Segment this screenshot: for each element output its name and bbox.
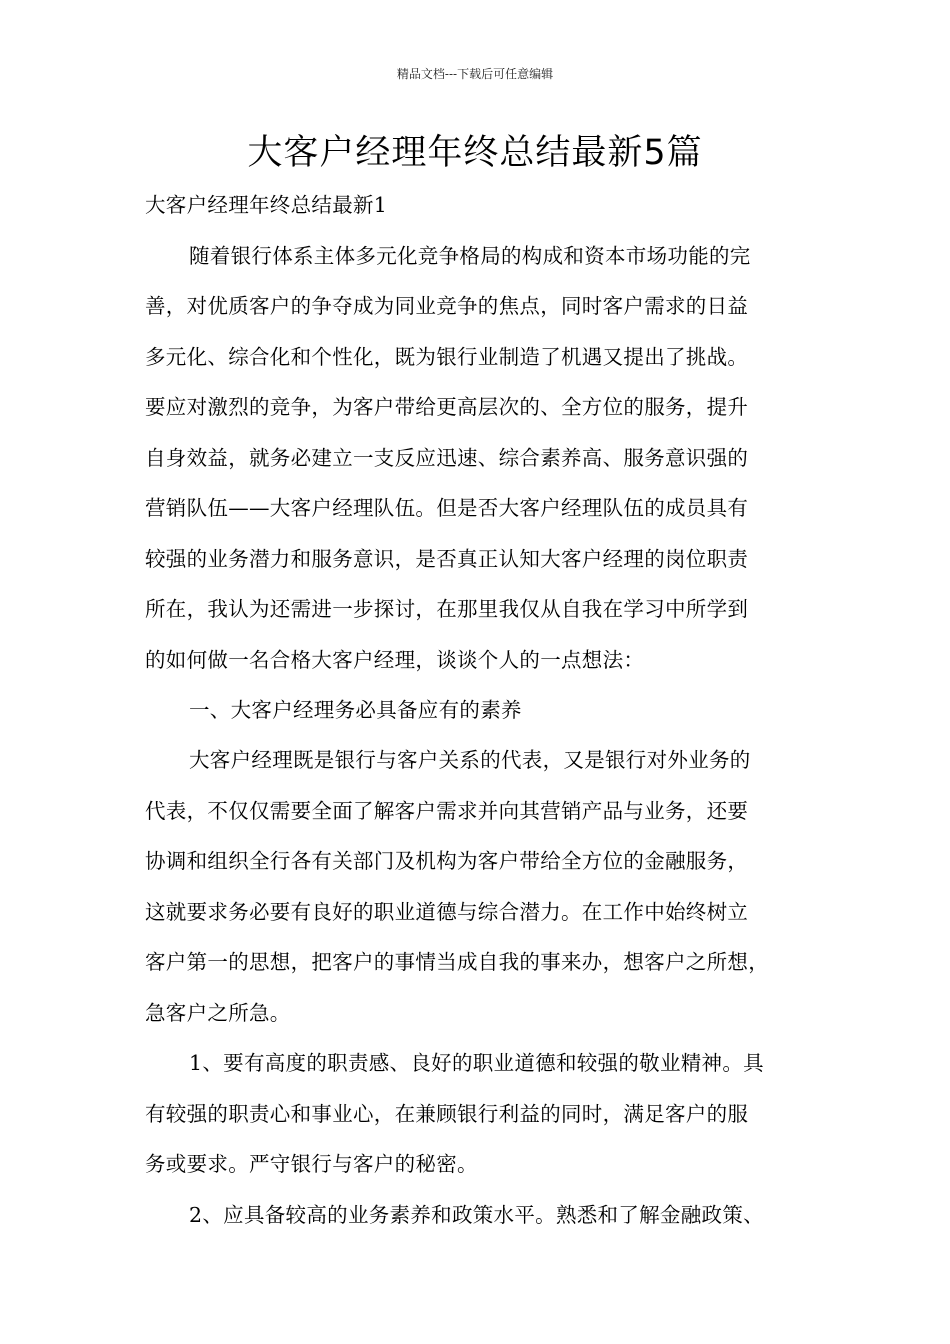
paragraph-line: 协调和组织全行各有关部门及机构为客户带给全方位的金融服务，	[145, 849, 749, 873]
paragraph-line: 较强的业务潜力和服务意识，是否真正认知大客户经理的岗位职责	[145, 546, 749, 571]
paragraph-line: 客户第一的思想，把客户的事情当成自我的事来办，想客户之所想，	[145, 950, 769, 974]
paragraph-line: 务或要求。严守银行与客户的秘密。	[145, 1152, 478, 1176]
paragraph-line: 营销队伍——大客户经理队伍。但是否大客户经理队伍的成员具有	[145, 496, 749, 520]
paragraph-line: 有较强的职责心和事业心，在兼顾银行利益的同时，满足客户的服	[145, 1101, 749, 1126]
paragraph-line: 善，对优质客户的争夺成为同业竞争的焦点，同时客户需求的日益	[145, 294, 749, 318]
paragraph-line: 1、要有高度的职责感、良好的职业道德和较强的敬业精神。具	[189, 1051, 764, 1075]
section-subtitle: 大客户经理年终总结最新1	[145, 193, 388, 217]
paragraph-line: 所在，我认为还需进一步探讨，在那里我仅从自我在学习中所学到	[145, 597, 749, 621]
paragraph-line: 代表，不仅仅需要全面了解客户需求并向其营销产品与业务，还要	[145, 798, 749, 823]
paragraph-line: 急客户之所急。	[145, 1000, 291, 1025]
section-heading: 一、大客户经理务必具备应有的素养	[189, 698, 522, 722]
paragraph-line: 大客户经理既是银行与客户关系的代表，又是银行对外业务的	[189, 748, 751, 772]
paragraph-line: 2、应具备较高的业务素养和政策水平。熟悉和了解金融政策、	[189, 1202, 764, 1227]
paragraph-line: 自身效益，就务必建立一支反应迅速、综合素养高、服务意识强的	[145, 445, 749, 470]
document-body	[145, 180, 820, 1240]
header-note: 精品文档---下载后可任意编辑	[396, 67, 554, 81]
paragraph-line: 多元化、综合化和个性化，既为银行业制造了机遇又提出了挑战。	[145, 344, 749, 369]
paragraph-line: 这就要求务必要有良好的职业道德与综合潜力。在工作中始终树立	[145, 899, 749, 924]
document-title: 大客户经理年终总结最新5篇	[247, 133, 703, 173]
paragraph-line: 要应对激烈的竞争，为客户带给更高层次的、全方位的服务，提升	[145, 395, 749, 419]
paragraph-line: 的如何做一名合格大客户经理，谈谈个人的一点想法：	[145, 647, 645, 672]
paragraph-line: 随着银行体系主体多元化竞争格局的构成和资本市场功能的完	[189, 243, 751, 268]
